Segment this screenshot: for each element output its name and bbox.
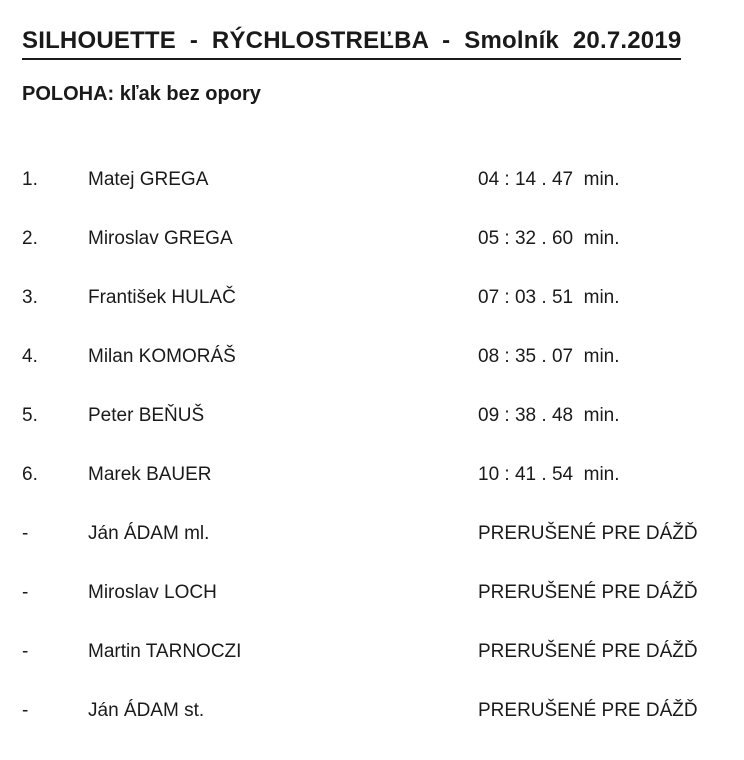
result-rank: 2. (22, 227, 38, 249)
result-name: Miroslav LOCH (88, 581, 217, 603)
results-list (0, 150, 744, 740)
result-name: Ján ÁDAM ml. (88, 522, 210, 544)
result-row (0, 504, 744, 563)
result-name: Marek BAUER (88, 463, 212, 485)
result-name: Milan KOMORÁŠ (88, 345, 236, 367)
result-name: Miroslav GREGA (88, 227, 233, 249)
result-rank: - (22, 640, 29, 662)
result-row (0, 445, 744, 504)
result-value: PRERUŠENÉ PRE DÁŽĎ (478, 640, 698, 662)
result-row (0, 327, 744, 386)
result-name: Ján ÁDAM st. (88, 699, 205, 721)
result-row (0, 209, 744, 268)
result-rank: - (22, 522, 29, 544)
result-rank: - (22, 699, 29, 721)
result-value: PRERUŠENÉ PRE DÁŽĎ (478, 581, 698, 603)
result-value: 08 : 35 . 07 min. (478, 345, 620, 367)
result-rank: 6. (22, 463, 38, 485)
document-title: SILHOUETTE - RÝCHLOSTREĽBA - Smolník 20.7.2019 (22, 27, 681, 60)
result-value: 07 : 03 . 51 min. (478, 286, 620, 308)
result-rank: 1. (22, 168, 38, 190)
result-row (0, 150, 744, 209)
position-subtitle: POLOHA: kľak bez opory (22, 83, 261, 105)
result-name: Martin TARNOCZI (88, 640, 242, 662)
result-value: 05 : 32 . 60 min. (478, 227, 620, 249)
result-value: PRERUŠENÉ PRE DÁŽĎ (478, 522, 698, 544)
result-value: PRERUŠENÉ PRE DÁŽĎ (478, 699, 698, 721)
result-value: 04 : 14 . 47 min. (478, 168, 620, 190)
result-row (0, 386, 744, 445)
result-row (0, 268, 744, 327)
result-row (0, 681, 744, 740)
result-name: František HULAČ (88, 286, 236, 308)
result-name: Matej GREGA (88, 168, 209, 190)
result-value: 09 : 38 . 48 min. (478, 404, 620, 426)
result-rank: - (22, 581, 29, 603)
result-name: Peter BEŇUŠ (88, 404, 205, 426)
result-row (0, 622, 744, 681)
result-rank: 3. (22, 286, 38, 308)
result-rank: 4. (22, 345, 38, 367)
result-row (0, 563, 744, 622)
result-rank: 5. (22, 404, 38, 426)
result-value: 10 : 41 . 54 min. (478, 463, 620, 485)
